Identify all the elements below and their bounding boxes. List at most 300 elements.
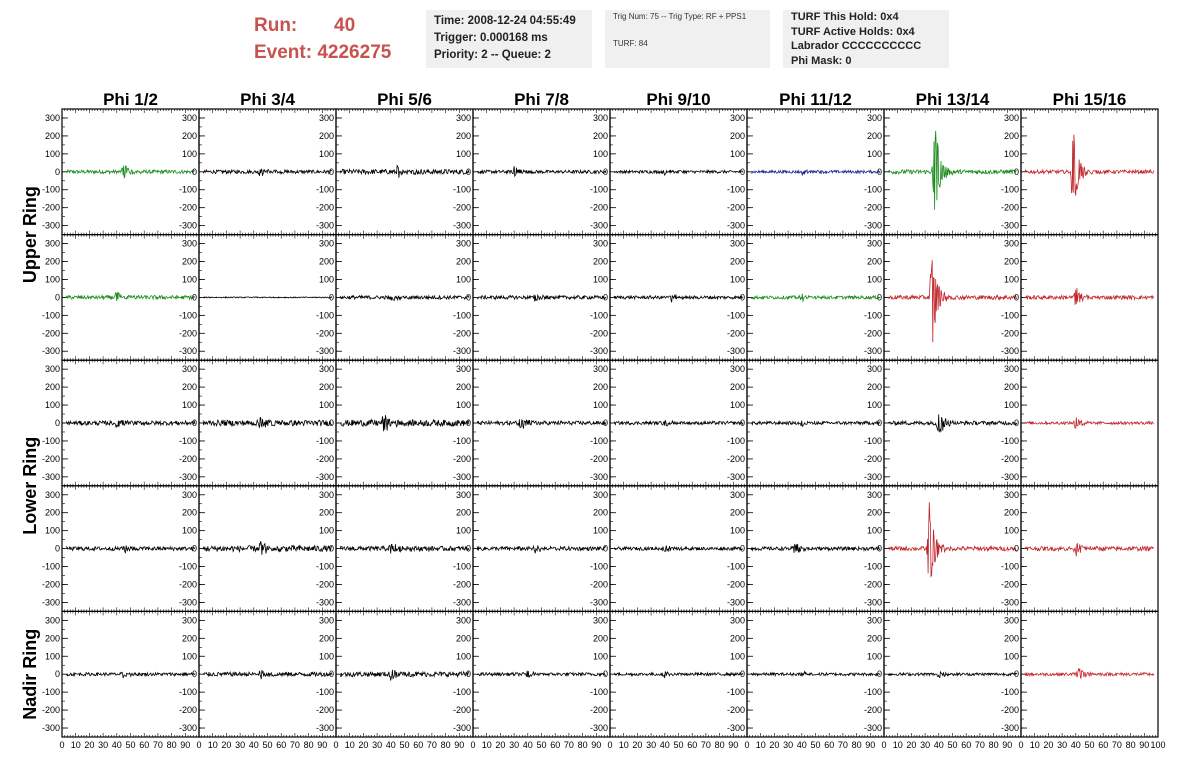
y-tick-label: -100	[726, 687, 745, 698]
y-tick-label: -200	[41, 202, 60, 213]
waveform-trace	[888, 502, 1017, 576]
y-tick-label: -200	[41, 453, 60, 464]
y-tick-label: 200	[455, 130, 471, 141]
waveform-trace	[66, 545, 195, 552]
y-tick-label: -200	[178, 705, 197, 716]
y-tick-label: 200	[866, 507, 882, 518]
y-tick-label: 200	[44, 507, 60, 518]
y-tick-label: -100	[315, 561, 334, 572]
waveform-trace	[614, 672, 743, 678]
y-tick-label: -200	[589, 202, 608, 213]
column-header: Phi 1/2	[103, 90, 158, 109]
y-tick-label: 100	[455, 525, 471, 536]
y-tick-label: -100	[726, 561, 745, 572]
y-tick-label: 300	[44, 238, 60, 249]
y-tick-label: 300	[592, 238, 608, 249]
y-tick-label: -100	[41, 687, 60, 698]
y-tick-label: 0	[739, 543, 745, 554]
y-tick-label: 200	[866, 382, 882, 393]
y-tick-label: -300	[315, 597, 334, 608]
y-tick-label: -100	[1000, 310, 1019, 321]
y-tick-label: 200	[592, 256, 608, 267]
waveform-trace	[751, 544, 880, 553]
y-tick-label: 200	[592, 507, 608, 518]
y-tick-label: 100	[181, 525, 197, 536]
y-tick-label: 300	[455, 238, 471, 249]
y-tick-label: 0	[54, 292, 60, 303]
y-tick-label: 200	[592, 130, 608, 141]
y-tick-label: 200	[592, 382, 608, 393]
y-tick-label: 300	[455, 489, 471, 500]
y-tick-label: 0	[328, 166, 334, 177]
y-tick-label: -300	[178, 220, 197, 231]
y-tick-label: 100	[455, 400, 471, 411]
y-tick-label: 100	[44, 651, 60, 662]
waveform-trace	[203, 166, 334, 177]
y-tick-label: 0	[54, 543, 60, 554]
y-tick-label: -300	[41, 471, 60, 482]
y-tick-label: -300	[178, 723, 197, 734]
y-tick-label: -300	[452, 723, 471, 734]
y-tick-label: -300	[41, 723, 60, 734]
y-tick-label: -200	[1000, 328, 1019, 339]
y-tick-label: 200	[318, 382, 334, 393]
y-tick-label: 0	[465, 669, 471, 680]
y-tick-label: -300	[178, 471, 197, 482]
y-tick-label: -200	[589, 328, 608, 339]
y-tick-label: -200	[41, 579, 60, 590]
y-tick-label: 300	[729, 364, 745, 375]
y-tick-label: -300	[863, 471, 882, 482]
y-tick-label: -200	[452, 579, 471, 590]
y-tick-label: 200	[181, 256, 197, 267]
waveform-trace	[614, 294, 743, 301]
y-tick-label: -100	[452, 184, 471, 195]
y-tick-label: -300	[1000, 597, 1019, 608]
y-tick-label: 300	[181, 112, 197, 123]
y-tick-label: -200	[41, 705, 60, 716]
y-tick-label: 300	[592, 615, 608, 626]
y-tick-label: 300	[592, 112, 608, 123]
y-tick-label: 300	[181, 489, 197, 500]
y-tick-label: -200	[863, 202, 882, 213]
column-header: Phi 5/6	[377, 90, 432, 109]
y-tick-label: 200	[455, 382, 471, 393]
y-tick-label: 300	[181, 238, 197, 249]
y-tick-label: 0	[739, 166, 745, 177]
waveform-trace	[66, 672, 195, 678]
trigger-text: Trigger: 0.000168 ms	[434, 32, 548, 44]
y-tick-label: -100	[452, 687, 471, 698]
y-tick-label: 300	[44, 615, 60, 626]
ring-label: Lower Ring	[20, 436, 40, 535]
y-tick-label: 100	[455, 651, 471, 662]
y-tick-label: -100	[726, 310, 745, 321]
y-tick-label: -300	[589, 471, 608, 482]
y-tick-label: -100	[589, 687, 608, 698]
y-tick-label: 100	[866, 400, 882, 411]
y-tick-label: 200	[318, 256, 334, 267]
y-tick-label: 0	[602, 292, 608, 303]
y-tick-label: 100	[44, 148, 60, 159]
y-tick-label: 100	[455, 274, 471, 285]
waveform-trace	[477, 166, 606, 176]
y-tick-label: -200	[452, 453, 471, 464]
waveform-trace	[340, 415, 469, 431]
time-text: Time: 2008-12-24 04:55:49	[434, 15, 576, 27]
ring-label: Upper Ring	[20, 186, 40, 284]
y-tick-label: -300	[589, 723, 608, 734]
y-tick-label: 300	[318, 489, 334, 500]
y-tick-label: -300	[452, 597, 471, 608]
y-tick-label: 200	[318, 507, 334, 518]
y-tick-label: -100	[41, 310, 60, 321]
y-tick-label: -300	[726, 597, 745, 608]
waveform-trace	[751, 294, 880, 301]
y-tick-label: -200	[315, 328, 334, 339]
y-tick-label: -100	[863, 310, 882, 321]
phi-mask-text: Phi Mask: 0	[791, 54, 852, 67]
y-tick-label: 200	[1003, 382, 1019, 393]
y-tick-label: -200	[726, 202, 745, 213]
y-tick-label: -100	[452, 435, 471, 446]
y-tick-label: 0	[876, 543, 882, 554]
y-tick-label: -300	[589, 220, 608, 231]
y-tick-label: -100	[726, 184, 745, 195]
y-tick-label: 300	[455, 615, 471, 626]
column-header: Phi 3/4	[240, 90, 295, 109]
column-header: Phi 15/16	[1052, 90, 1127, 109]
waveform-trace	[1025, 544, 1154, 557]
y-tick-label: 100	[181, 274, 197, 285]
ring-label: Nadir Ring	[20, 628, 40, 720]
y-tick-label: 0	[876, 166, 882, 177]
y-tick-label: -300	[178, 597, 197, 608]
y-tick-label: 200	[318, 633, 334, 644]
y-tick-label: -100	[863, 435, 882, 446]
y-tick-label: 100	[181, 400, 197, 411]
y-tick-label: -100	[452, 310, 471, 321]
y-tick-label: -300	[41, 346, 60, 357]
y-tick-label: -100	[178, 561, 197, 572]
turf-active-text: TURF Active Holds: 0x4	[791, 25, 915, 38]
y-tick-label: -200	[178, 328, 197, 339]
y-tick-label: 0	[328, 543, 334, 554]
priority-text: Priority: 2 -- Queue: 2	[434, 49, 551, 61]
y-tick-label: 100	[729, 651, 745, 662]
y-tick-label: 100	[318, 400, 334, 411]
y-tick-label: 200	[455, 256, 471, 267]
y-tick-label: -300	[589, 346, 608, 357]
y-tick-label: 0	[1013, 292, 1019, 303]
waveform-trace	[203, 541, 332, 555]
waveform-trace	[614, 170, 743, 175]
y-tick-label: -100	[863, 184, 882, 195]
y-tick-label: -300	[178, 346, 197, 357]
y-tick-label: -100	[589, 184, 608, 195]
y-tick-label: -100	[41, 561, 60, 572]
y-tick-label: 0	[328, 418, 334, 428]
y-tick-label: 0	[191, 292, 197, 303]
y-tick-label: 300	[318, 615, 334, 626]
y-tick-label: -100	[315, 435, 334, 446]
waveform-trace	[340, 295, 469, 300]
y-tick-label: 0	[191, 669, 197, 680]
y-tick-label: 100	[318, 651, 334, 662]
waveform-trace	[1025, 417, 1154, 428]
y-tick-label: -300	[726, 220, 745, 231]
y-tick-label: 100	[592, 148, 608, 159]
y-tick-label: 200	[181, 507, 197, 518]
run-label: Run:	[254, 15, 298, 36]
y-tick-label: 300	[181, 615, 197, 626]
waveform-trace	[614, 543, 745, 554]
y-tick-label: 200	[729, 633, 745, 644]
y-tick-label: -200	[589, 453, 608, 464]
y-tick-label: 300	[44, 112, 60, 123]
y-tick-label: 200	[729, 382, 745, 393]
y-tick-label: 200	[1003, 130, 1019, 141]
waveform-trace	[66, 420, 195, 428]
y-tick-label: -200	[315, 453, 334, 464]
column-header: Phi 13/14	[915, 90, 990, 109]
waveform-trace	[477, 295, 606, 302]
y-tick-label: -100	[1000, 561, 1019, 572]
y-tick-label: -300	[452, 471, 471, 482]
y-tick-label: 0	[54, 166, 60, 177]
y-tick-label: 0	[328, 292, 334, 303]
y-tick-label: -100	[452, 561, 471, 572]
y-tick-label: -200	[589, 579, 608, 590]
y-tick-label: 0	[465, 418, 471, 428]
y-tick-label: -200	[1000, 579, 1019, 590]
y-tick-label: -200	[726, 579, 745, 590]
y-tick-label: 200	[1003, 507, 1019, 518]
y-tick-label: 200	[44, 633, 60, 644]
y-tick-label: 100	[455, 148, 471, 159]
y-tick-label: -200	[452, 328, 471, 339]
waveform-trace	[751, 170, 880, 176]
y-tick-label: -200	[863, 453, 882, 464]
y-tick-label: -200	[589, 705, 608, 716]
y-tick-label: -200	[726, 705, 745, 716]
waveform-trace	[614, 421, 743, 426]
y-tick-label: 0	[739, 418, 745, 428]
y-tick-label: 0	[465, 166, 471, 177]
y-tick-label: 200	[44, 130, 60, 141]
turf-text: TURF: 84	[613, 39, 648, 48]
y-tick-label: 100	[592, 525, 608, 536]
y-tick-label: -300	[589, 597, 608, 608]
y-tick-label: 200	[866, 130, 882, 141]
y-tick-label: -200	[178, 453, 197, 464]
y-tick-label: 100	[592, 274, 608, 285]
y-tick-label: 200	[181, 130, 197, 141]
y-tick-label: 100	[1003, 400, 1019, 411]
y-tick-label: 100	[729, 525, 745, 536]
y-tick-label: -300	[1000, 346, 1019, 357]
y-tick-label: -300	[315, 346, 334, 357]
y-tick-label: 300	[866, 489, 882, 500]
y-tick-label: 0	[602, 543, 608, 554]
y-tick-label: 100	[729, 148, 745, 159]
y-tick-label: 300	[729, 615, 745, 626]
y-tick-label: -300	[726, 471, 745, 482]
y-tick-label: 300	[455, 364, 471, 375]
y-tick-label: 200	[455, 633, 471, 644]
y-tick-label: 200	[729, 507, 745, 518]
y-tick-label: 100	[592, 400, 608, 411]
y-tick-label: -300	[726, 346, 745, 357]
waveform-trace	[888, 260, 1017, 342]
waveform-trace	[888, 131, 1017, 210]
y-tick-label: -100	[726, 435, 745, 446]
y-tick-label: 200	[729, 130, 745, 141]
y-tick-label: -300	[863, 220, 882, 231]
y-tick-label: -200	[726, 328, 745, 339]
y-tick-label: -100	[41, 184, 60, 195]
y-tick-label: 200	[1003, 256, 1019, 267]
waveform-trace	[66, 166, 195, 179]
y-tick-label: 0	[739, 292, 745, 303]
y-tick-label: 200	[181, 382, 197, 393]
y-tick-label: -200	[315, 579, 334, 590]
turf-hold-text: TURF This Hold: 0x4	[791, 11, 899, 23]
y-tick-label: -300	[315, 220, 334, 231]
waveform-trace	[340, 544, 469, 553]
y-tick-label: 200	[44, 382, 60, 393]
y-tick-label: 0	[1013, 543, 1019, 554]
waveform-trace	[340, 670, 469, 681]
y-tick-label: -200	[315, 705, 334, 716]
column-header: Phi 7/8	[514, 90, 569, 109]
waveform-trace	[477, 543, 608, 554]
y-tick-label: 100	[44, 525, 60, 536]
y-tick-label: 0	[54, 669, 60, 680]
y-tick-label: 100	[1003, 525, 1019, 536]
y-tick-label: 300	[1003, 238, 1019, 249]
y-tick-label: -300	[452, 346, 471, 357]
run-value: 40	[334, 15, 356, 36]
y-tick-label: 300	[592, 489, 608, 500]
y-tick-label: 300	[318, 238, 334, 249]
y-tick-label: -100	[178, 310, 197, 321]
y-tick-label: 0	[739, 669, 745, 680]
y-tick-label: -300	[315, 471, 334, 482]
y-tick-label: -300	[452, 220, 471, 231]
y-tick-label: 200	[455, 507, 471, 518]
y-tick-label: 300	[1003, 489, 1019, 500]
waveform-trace	[1025, 288, 1154, 305]
y-tick-label: -100	[1000, 184, 1019, 195]
y-tick-label: -200	[863, 579, 882, 590]
y-tick-label: 0	[328, 669, 334, 680]
y-tick-label: 100	[181, 148, 197, 159]
y-tick-label: 300	[1003, 112, 1019, 123]
y-tick-label: -300	[41, 220, 60, 231]
y-tick-label: 300	[318, 112, 334, 123]
y-tick-label: 100	[866, 274, 882, 285]
y-tick-label: 300	[592, 364, 608, 375]
y-tick-label: -300	[863, 346, 882, 357]
y-tick-label: -100	[315, 310, 334, 321]
y-tick-label: 0	[1013, 166, 1019, 177]
y-tick-label: 0	[876, 292, 882, 303]
y-tick-label: 300	[318, 364, 334, 375]
y-tick-label: 100	[44, 274, 60, 285]
y-tick-label: -100	[863, 561, 882, 572]
column-header: Phi 11/12	[779, 90, 852, 109]
y-tick-label: 100	[318, 148, 334, 159]
y-tick-label: -200	[452, 705, 471, 716]
y-tick-label: 0	[191, 543, 197, 554]
y-tick-label: -100	[41, 435, 60, 446]
column-header: Phi 9/10	[646, 90, 711, 109]
waveform-trace	[340, 166, 469, 178]
y-tick-label: -300	[315, 723, 334, 734]
y-tick-label: -100	[178, 184, 197, 195]
y-tick-label: 0	[191, 166, 197, 177]
y-tick-label: -300	[1000, 471, 1019, 482]
y-tick-label: 100	[1003, 148, 1019, 159]
y-tick-label: 300	[44, 364, 60, 375]
y-tick-label: -300	[726, 723, 745, 734]
y-tick-label: -100	[589, 561, 608, 572]
y-tick-label: 0	[602, 166, 608, 177]
y-tick-label: 200	[866, 256, 882, 267]
y-tick-label: 0	[602, 669, 608, 680]
y-tick-label: 100	[729, 274, 745, 285]
waveform-trace	[477, 419, 606, 428]
y-tick-label: 300	[44, 489, 60, 500]
y-tick-label: 300	[455, 112, 471, 123]
y-tick-label: 100	[318, 274, 334, 285]
waveform-trace	[1025, 135, 1154, 196]
y-tick-label: 200	[44, 256, 60, 267]
y-tick-label: 300	[866, 112, 882, 123]
event-value: 4226275	[317, 42, 392, 63]
y-tick-label: -100	[589, 435, 608, 446]
y-tick-label: 0	[1013, 418, 1019, 428]
y-tick-label: 100	[866, 525, 882, 536]
y-tick-label: -100	[1000, 435, 1019, 446]
y-tick-label: -200	[178, 579, 197, 590]
waveform-trace	[66, 292, 195, 301]
y-tick-label: 0	[876, 418, 882, 428]
y-tick-label: 100	[729, 400, 745, 411]
waveform-trace	[203, 670, 332, 679]
y-tick-label: 300	[866, 364, 882, 375]
y-tick-label: 300	[1003, 364, 1019, 375]
y-tick-label: 300	[729, 489, 745, 500]
y-tick-label: -100	[178, 435, 197, 446]
y-tick-label: 0	[191, 418, 197, 428]
y-tick-label: -300	[1000, 220, 1019, 231]
y-tick-label: -200	[178, 202, 197, 213]
y-tick-label: 100	[44, 400, 60, 411]
y-tick-label: -200	[726, 453, 745, 464]
y-tick-label: 100	[318, 525, 334, 536]
event-label: Event:	[254, 42, 313, 63]
y-tick-label: -200	[1000, 453, 1019, 464]
trig-text: Trig Num: 75 -- Trig Type: RF + PPS1	[613, 12, 747, 21]
y-tick-label: -100	[178, 687, 197, 698]
y-tick-label: 300	[181, 364, 197, 375]
y-tick-label: -200	[315, 202, 334, 213]
y-tick-label: 300	[729, 238, 745, 249]
waveform-trace	[751, 421, 880, 427]
y-tick-label: -100	[315, 687, 334, 698]
